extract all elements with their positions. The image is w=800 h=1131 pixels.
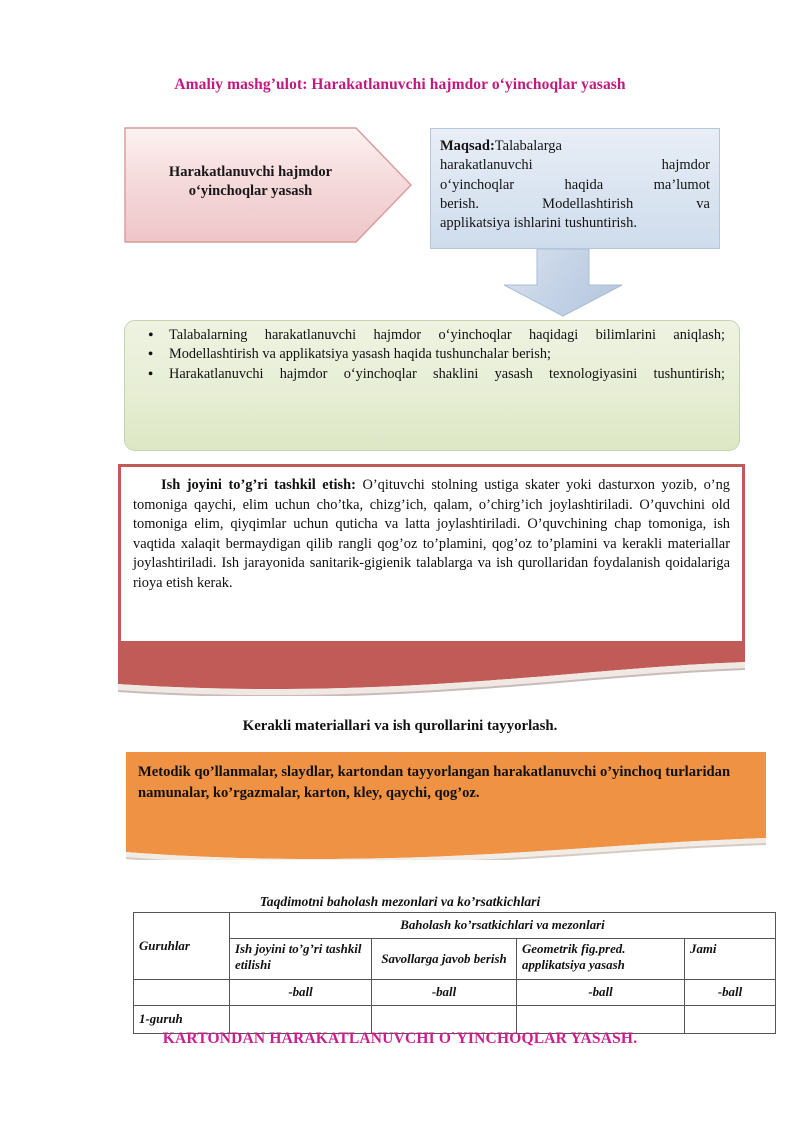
score-table bbox=[133, 912, 776, 1034]
objectives-box bbox=[124, 320, 740, 451]
workplace-body: O’qituvchi stolning ustiga skater yoki dasturxon yozib, o’ng tomoniga qaychi, elim uchun cho’tka, chizg’ich, qalam, o’chirg’ich joylashtiriladi. O’quvchini old tomoniga elim, qiyqimlar uchun quticha va latta joylashtiriladi. O’quvchining chap tomoniga, ish vaqtida xalaqit bermaydigan qilib rangli qog’oz to’plamini, qog’oz to’plamini va kerakli materiallar joylashtiriladi. Ish jarayonida sanitarik-gigienik talablarga va ish qurollaridan foydalanish qoidalariga rioya etish kerak. bbox=[133, 477, 730, 591]
table-header-criterion-3: Geometrik fig.pred. applikatsiya yasash bbox=[517, 939, 685, 980]
table-cell-ball-3: -ball bbox=[517, 980, 685, 1006]
goal-heading: Maqsad: bbox=[440, 138, 495, 154]
objectives-list bbox=[139, 326, 725, 384]
workplace-box bbox=[118, 464, 745, 644]
topic-chevron-label: Harakatlanuvchi hajmdor o‘yinchoqlar yasash bbox=[168, 164, 333, 200]
table-header-span: Baholash ko’rsatkichlari va mezonlari bbox=[230, 913, 776, 939]
workplace-lead: Ish joyini to’g’ri tashkil etish: bbox=[161, 477, 356, 493]
table-cell-ball-1: -ball bbox=[230, 980, 372, 1006]
arrow-down-icon bbox=[503, 249, 623, 317]
table-cell-group-name: 1-guruh bbox=[134, 1006, 230, 1034]
workplace-section bbox=[118, 464, 745, 696]
goal-line4: berish. Modellashtirish va bbox=[440, 195, 710, 212]
table-cell-ball-4: -ball bbox=[685, 980, 776, 1006]
table-row bbox=[134, 913, 776, 939]
red-wave-ribbon bbox=[118, 638, 745, 696]
table-header-criterion-4: Jami bbox=[685, 939, 776, 980]
materials-caption: Kerakli materiallari va ish qurollarini tayyorlash. bbox=[242, 718, 558, 734]
table-cell-ball-2: -ball bbox=[372, 980, 517, 1006]
goal-line5: applikatsiya ishlarini tushuntirish. bbox=[440, 215, 637, 232]
wave-ribbon-icon bbox=[118, 638, 745, 696]
goal-line2: harakatlanuvchi hajmdor bbox=[440, 157, 710, 174]
table-header-guruhlar: Guruhlar bbox=[134, 913, 230, 980]
footer-heading: KARTONDAN HARAKATLANUVCHI O`YINCHOQLAR YASASH. bbox=[162, 1030, 638, 1047]
workplace-text bbox=[133, 476, 730, 593]
goal-box bbox=[430, 128, 720, 249]
goal-text bbox=[440, 137, 710, 233]
table-header-criterion-2: Savollarga javob berish bbox=[372, 939, 517, 980]
list-item: • Modellashtirish va applikatsiya yasash haqida tushunchalar berish; bbox=[139, 345, 725, 364]
table-cell-empty bbox=[134, 980, 230, 1006]
goal-line3: o‘yinchoqlar haqida ma’lumot bbox=[440, 176, 710, 193]
goal-line1-rest: Talabalarga bbox=[494, 138, 562, 154]
page-title: Amaliy mashg’ulot: Harakatlanuvchi hajmdor o‘yinchoqlar yasash bbox=[174, 76, 626, 93]
table-row bbox=[134, 980, 776, 1006]
down-arrow-connector bbox=[503, 249, 623, 317]
score-table-caption: Taqdimotni baholash mezonlari va ko’rsatkichlari bbox=[259, 894, 541, 909]
list-item: • Harakatlanuvchi hajmdor o‘yinchoqlar shaklini yasash texnologiyasini tushuntirish; bbox=[139, 365, 725, 384]
orange-wave-ribbon bbox=[126, 826, 766, 860]
table-header-criterion-1: Ish joyini to’g’ri tashkil etilishi bbox=[230, 939, 372, 980]
materials-section bbox=[126, 752, 766, 860]
list-item: • Talabalarning harakatlanuvchi hajmdor o‘yinchoqlar haqidagi bilimlarini aniqlash; bbox=[139, 326, 725, 345]
table-row bbox=[134, 939, 776, 980]
topic-chevron-shape bbox=[124, 127, 412, 243]
materials-text: Metodik qo’llanmalar, slaydlar, kartondan tayyorlangan harakatlanuvchi o’yinchoq turlaridan namunalar, ko’rgazmalar, karton, kley, qaychi, qog’oz. bbox=[138, 764, 731, 801]
wave-ribbon-icon bbox=[126, 826, 766, 860]
